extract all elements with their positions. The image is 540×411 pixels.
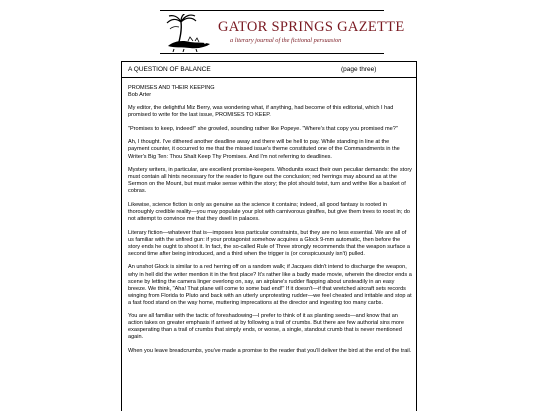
masthead-bottom-rule <box>160 53 384 54</box>
article-paragraph: Literary fiction—whatever that is—imposes less particular constraints, but they are no less essential. We are all of us familiar with the unfired gun: if your protagonist somehow acquires a Glock 9-mm automatic, then before the story ends he ought to shoot it. In fact, the so-called Rule of Three strongly recommends that the weapon surface a second time after being introduced, and a third when the trigger is (or conspicuously isn't) pulled. <box>128 229 411 257</box>
article-paragraph: You are all familiar with the tactic of foreshadowing—I prefer to think of it as planting seeds—and know that an action takes on greater emphasis if arrived at by following a trail of crumbs. But there are few authorial sins more exasperating than a trail of crumbs that simply ends, or worse, a single, standout crumb that is never mentioned again. <box>128 313 404 341</box>
page-number: (page three) <box>341 66 377 73</box>
masthead-title: GATOR SPRINGS GAZETTE <box>218 19 405 35</box>
article-paragraph: An unshot Glock is similar to a red herring off on a random walk; if Jacques didn't intend to discharge the weapon, why in hell did the writer mention it in the first place? It's rather like a badly made movie, wherein the director ends a scene by letting the camera linger overlong on, say, an airplane's rudder flapping about unsteadily in an easy breeze. We think, "Aha! That plane will come to some bad end!" If it doesn't—if that wretched aircraft sets records winging from Florida to Pluto and back with an utterly unprotesting rudder—we feel cheated and irritable and stop at a fast food stand on the way home, muttering imprecations at the director and ingesting too many carbs. <box>128 264 412 306</box>
section-header <box>122 62 416 78</box>
article-paragraph: When you leave breadcrumbs, you've made a promise to the reader that you'll deliver the bird at the end of the trail. <box>128 348 412 355</box>
article-paragraph: My editor, the delightful Miz Berry, was wondering what, if anything, had become of this editorial, which I had promised to write for the last issue, PROMISES TO KEEP. <box>128 105 394 119</box>
masthead-subtitle: a literary journal of the fictional persuasion <box>230 37 342 44</box>
article-paragraph: Mystery writers, in particular, are excellent promise-keepers. Whodunits exact their own peculiar demands: the story must contain all hints necessary for the reader to figure out the conclusion; red herrings may abound as at the Sermon on the Mount, but must make sense within the story; the plot should twist, turn and writhe like a basket of cobras. <box>128 167 412 195</box>
masthead-top-rule <box>160 10 384 11</box>
article-author: Bob Arter <box>128 92 152 99</box>
article-paragraph: "Promises to keep, indeed!" she growled, sounding rather like Popeye. "Where's that copy you promised me?" <box>128 125 398 132</box>
article-paragraph: Likewise, science fiction is only as genuine as the science it contains; indeed, all good fantasy is rooted in thoroughly credible reality—you may populate your plot with carnivorous giraffes, but give them trees to roost in; do not attempt to convince me that they dwell in palaces. <box>128 201 411 223</box>
alligator-with-palm-tree-icon <box>164 14 214 52</box>
article-paragraph: Ah, I thought. I've dithered another deadline away and there will be hell to pay. While standing in line at the payment counter, it occurred to me that the missed issue's theme constituted one of the Commandments in the Writer's Big Ten: Thou Shalt Keep Thy Promises. And I'm not referring to deadlines. <box>128 139 400 160</box>
article-frame <box>121 61 417 411</box>
section-title: A QUESTION OF BALANCE <box>128 66 211 73</box>
article-title: PROMISES AND THEIR KEEPING <box>128 85 215 91</box>
article-body <box>128 85 412 362</box>
